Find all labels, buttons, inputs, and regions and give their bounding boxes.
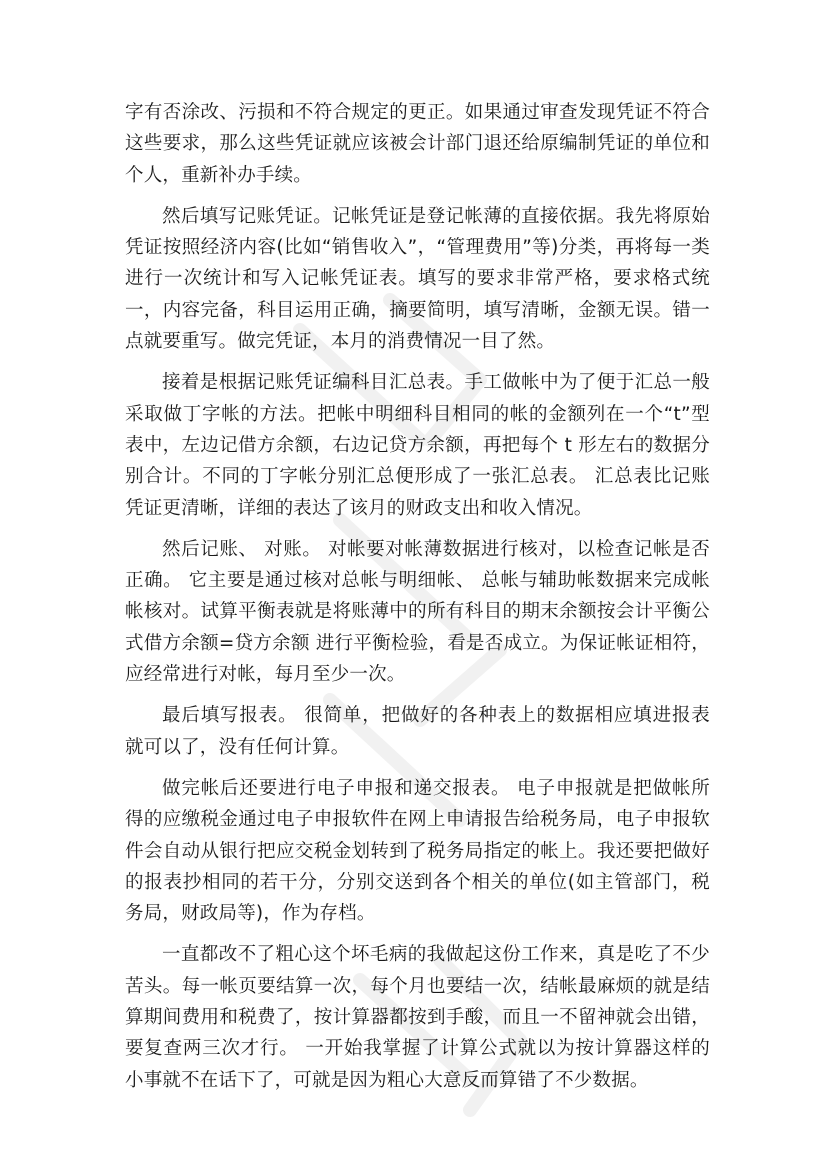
paragraph-5: 最后填写报表。 很简单，把做好的各种表上的数据相应填进报表就可以了，没有任何计算。 [125, 705, 710, 758]
paragraph-6: 做完帐后还要进行电子申报和递交报表。 电子申报就是把做帐所得的应缴税金通过电子申报软件在网上申请报告给税务局，电子申报软件会自动从银行把应交税金划转到了税务局指定的帐上。我还要把做好的报表抄相同的若干分，分别交送到各个相关的单位(如主管部门，税务局，财政局等)，作为存档。 [125, 777, 710, 925]
document-body [125, 97, 710, 1106]
paragraph-2: 然后填写记账凭证。记帐凭证是登记帐薄的直接依据。我先将原始凭证按照经济内容(比如“销售收入”，“管理费用”等)分类，再将每一类进行一次统计和写入记帐凭证表。填写的要求非常严格，要求格式统一，内容完备，科目运用正确，摘要简明，填写清晰，金额无误。错一点就要重写。做完凭证，本月的消费情况一目了然。 [125, 205, 710, 353]
paragraph-7: 一直都改不了粗心这个坏毛病的我做起这份工作来，真是吃了不少苦头。每一帐页要结算一次，每个月也要结一次，结帐最麻烦的就是结算期间费用和税费了，按计算器都按到手酸，而且一不留神就会出错，要复查两三次才行。 一开始我掌握了计算公式就以为按计算器这样的小事就不在话下了，可就是因为粗心大意反而算错了不少数据。 [125, 944, 710, 1091]
paragraph-3: 接着是根据记账凭证编科目汇总表。手工做帐中为了便于汇总一般采取做丁字帐的方法。把帐中明细科目相同的帐的金额列在一个“t”型表中，左边记借方余额，右边记贷方余额，再把每个 t 形左右的数据分别合计。不同的丁字帐分别汇总便形成了一张汇总表。 汇总表比记账凭证更清晰，详细的表达了该月的财政支出和收入情况。 [125, 372, 710, 519]
paragraph-1: 字有否涂改、污损和不符合规定的更正。如果通过审查发现凭证不符合这些要求，那么这些凭证就应该被会计部门退还给原编制凭证的单位和个人，重新补办手续。 [125, 102, 710, 186]
paragraph-4: 然后记账、 对账。 对帐要对帐薄数据进行核对，以检查记帐是否正确。 它主要是通过核对总帐与明细帐、 总帐与辅助帐数据来完成帐帐核对。试算平衡表就是将账薄中的所有科目的期末余额按会计平衡公式借方余额=贷方余额 进行平衡检验，看是否成立。为保证帐证相符，应经常进行对帐，每月至少一次。 [125, 538, 710, 686]
